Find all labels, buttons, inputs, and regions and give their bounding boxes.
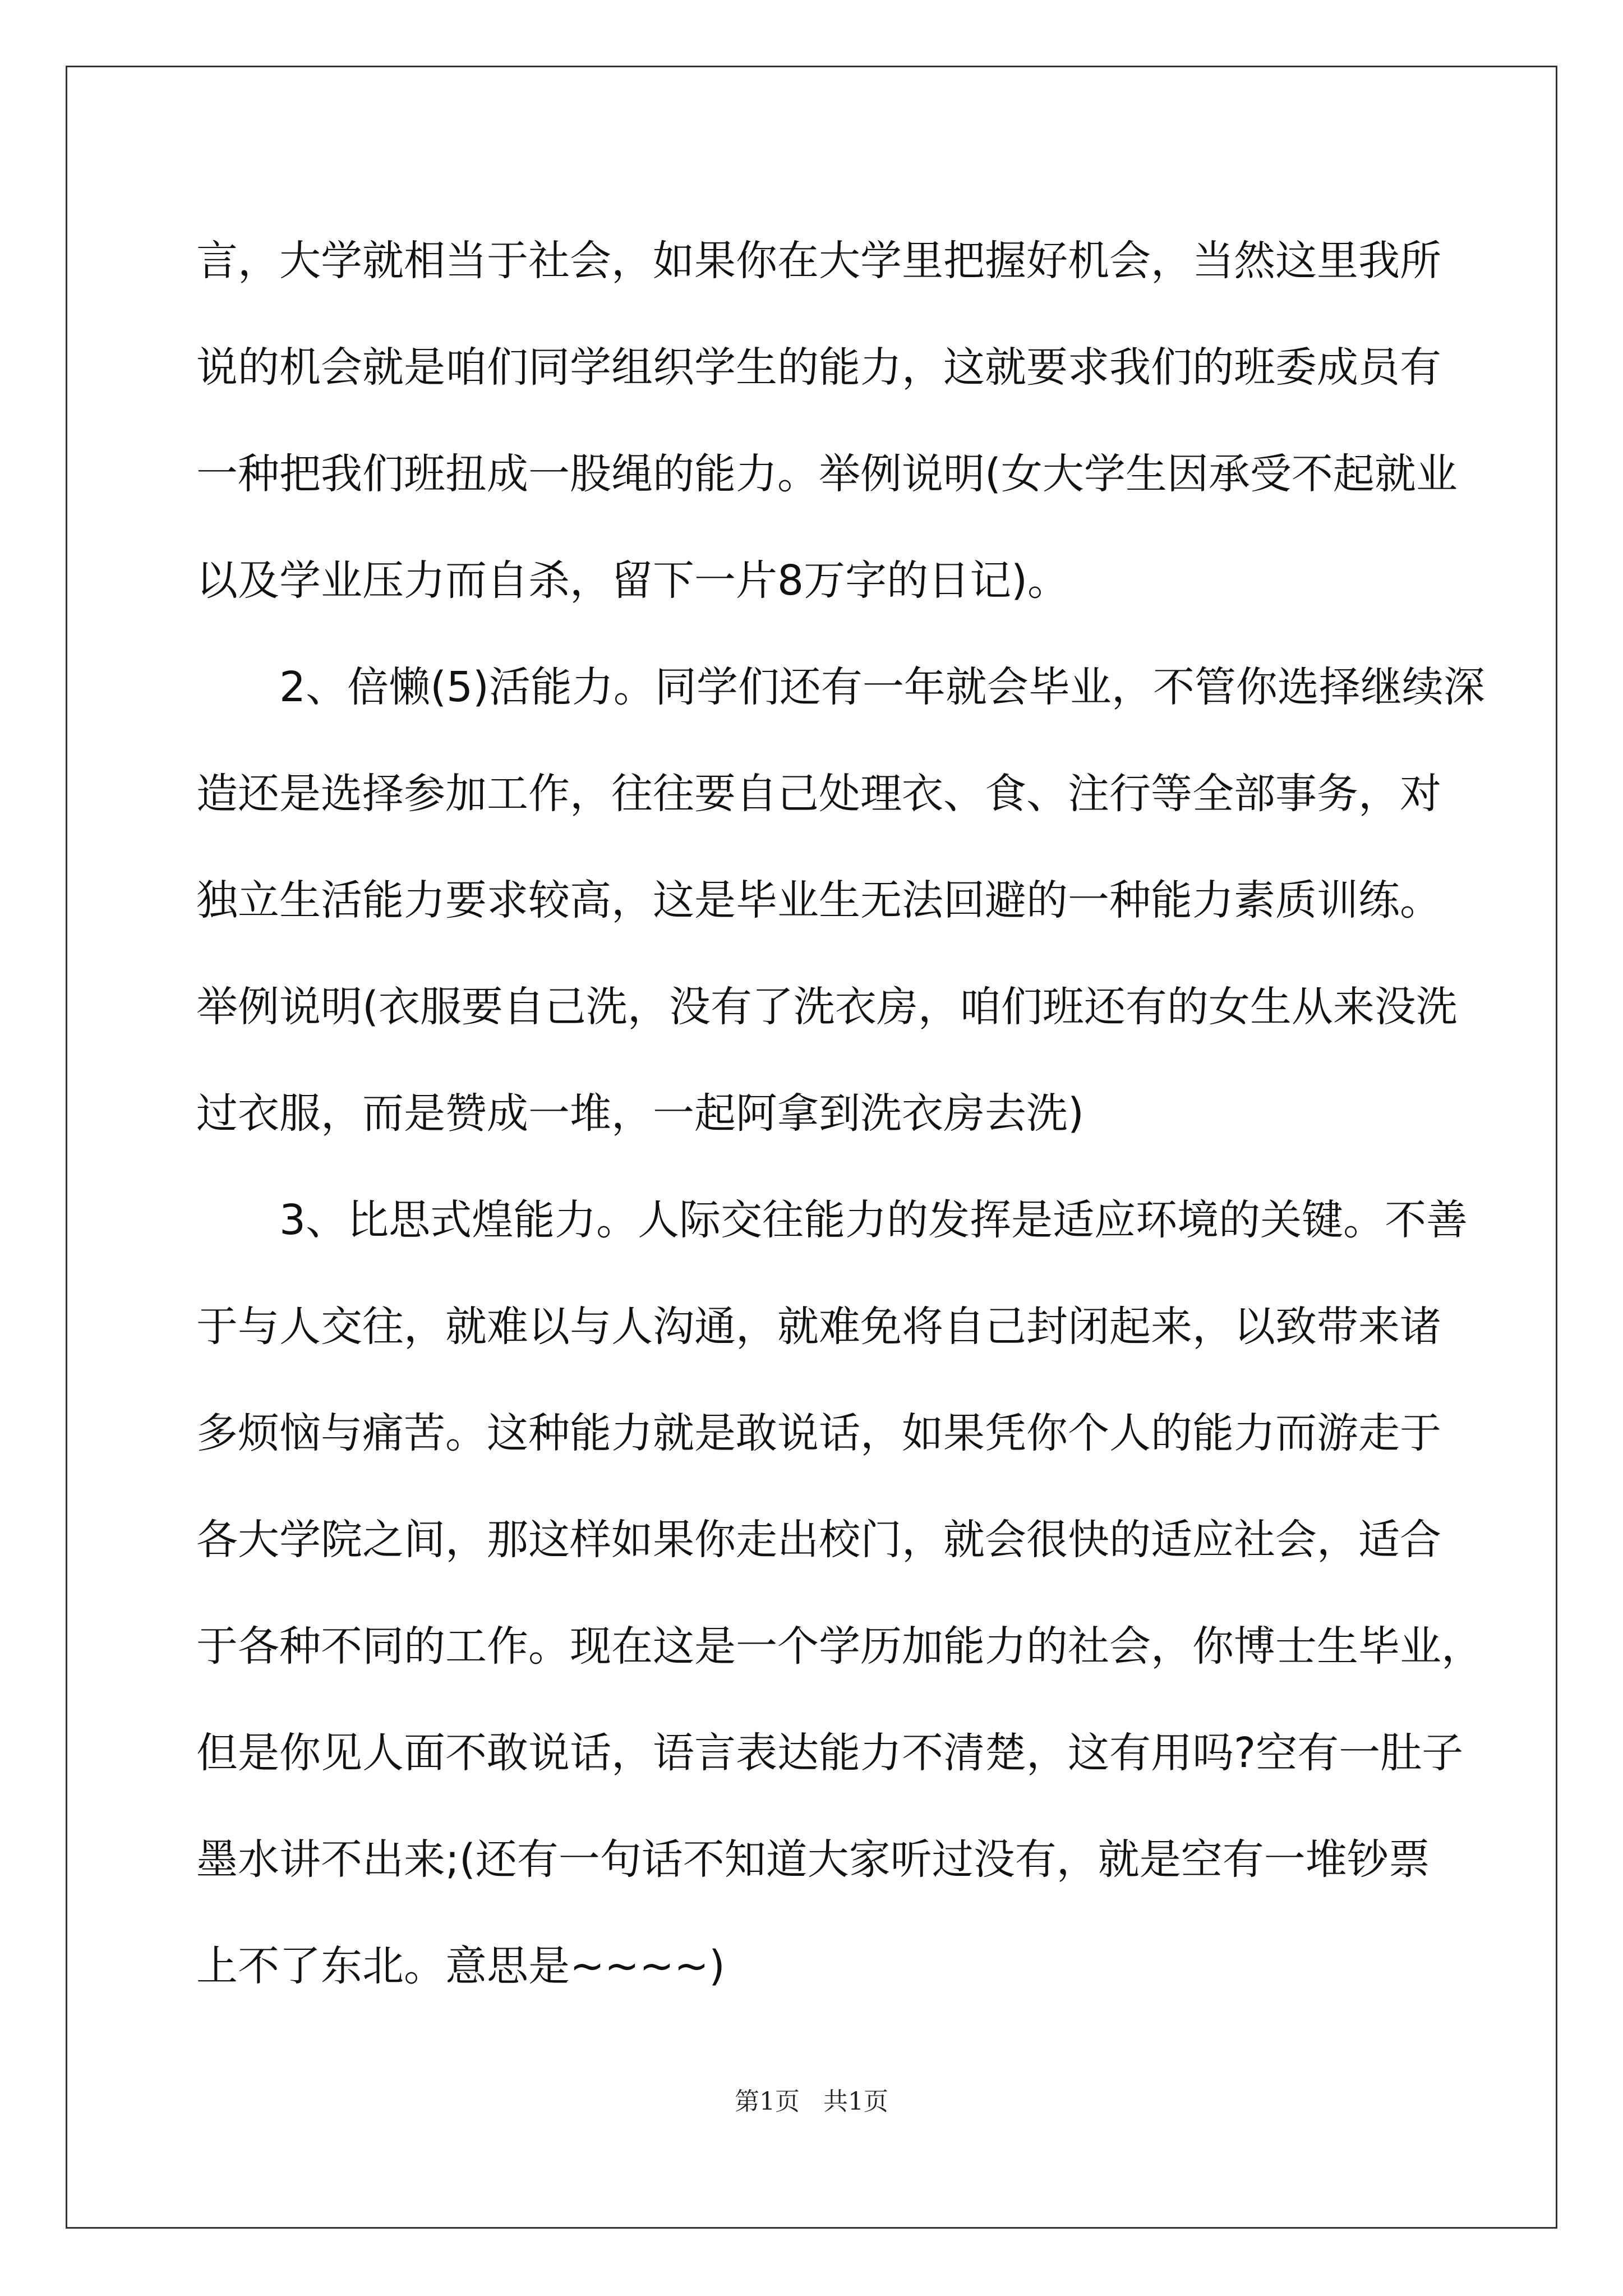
text-line: 过衣服，而是赞成一堆，一起阿拿到洗衣房去洗) (196, 1089, 1084, 1138)
text-line: 于各种不同的工作。现在这是一个学历加能力的社会，你博士生毕业， (196, 1622, 1483, 1671)
text-line: 一种把我们班扭成一股绳的能力。举例说明(女大学生因承受不起就业 (196, 450, 1458, 498)
document-body (196, 208, 1485, 2019)
text-line: 以及学业压力而自杀，留下一片8万字的日记)。 (196, 556, 1069, 605)
text-line: 造还是选择参加工作，往往要自己处理衣、食、注行等全部事务，对 (196, 770, 1441, 818)
text-line: 但是你见人面不敢说话，语言表达能力不清楚，这有用吗?空有一肚子 (196, 1729, 1464, 1777)
text-line: 墨水讲不出来;(还有一句话不知道大家听过没有，就是空有一堆钞票 (196, 1835, 1430, 1884)
text-line: 言，大学就相当于社会，如果你在大学里把握好机会，当然这里我所 (196, 237, 1441, 285)
page-footer (0, 2081, 1623, 2117)
text-line: 举例说明(衣服要自己洗，没有了洗衣房，咱们班还有的女生从来没洗 (196, 983, 1458, 1031)
text-line: 说的机会就是咱们同学组织学生的能力，这就要求我们的班委成员有 (196, 343, 1441, 392)
text-line: 于与人交往，就难以与人沟通，就难免将自己封闭起来，以致带来诸 (196, 1303, 1441, 1351)
current-page-label: 第1页 (735, 2087, 800, 2116)
text-line: 多烦恼与痛苦。这种能力就是敢说话，如果凭你个人的能力而游走于 (196, 1409, 1441, 1457)
text-line: 各大学院之间，那这样如果你走出校门，就会很快的适应社会，适合 (196, 1516, 1441, 1564)
paragraph-start-line: 2、倍懒(5)活能力。同学们还有一年就会毕业，不管你选择继续深 (279, 663, 1485, 711)
total-pages-label: 共1页 (823, 2087, 888, 2116)
text-line: 上不了东北。意思是~~~~) (196, 1942, 725, 1990)
paragraph-start-line: 3、比思式煌能力。人际交往能力的发挥是适应环境的关键。不善 (279, 1196, 1468, 1244)
text-line: 独立生活能力要求较高，这是毕业生无法回避的一种能力素质训练。 (196, 876, 1441, 924)
